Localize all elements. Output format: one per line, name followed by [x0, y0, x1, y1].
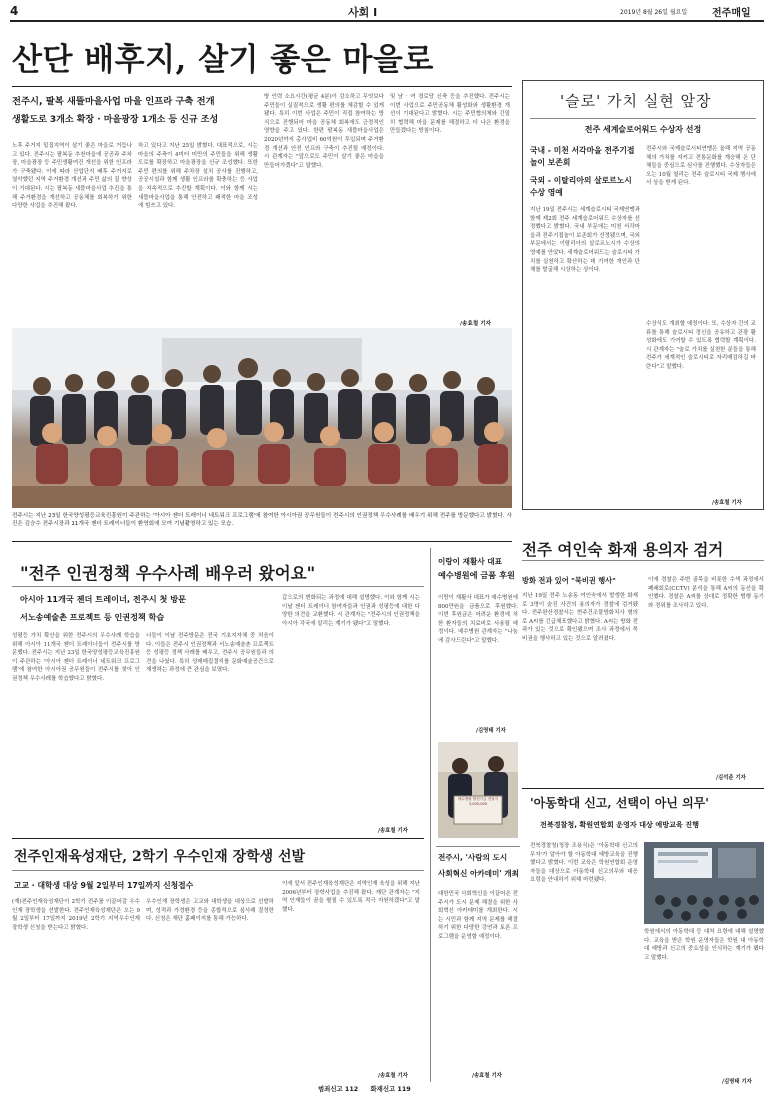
paper-name: 전주매일: [712, 8, 751, 19]
header-rule: [10, 20, 764, 22]
gender-byline: /송효철 기자: [378, 828, 408, 834]
donation-photo: [438, 742, 518, 838]
gender-col-1: 성평등 가치 확산을 위한 전주시의 우수사례 학습을 위해 아시아 11개국 젠더 트레이너들이 전주시를 방문했다. 전주시는 지난 23일 한국양성평등교육진흥원이 주관하는 '아시아 젠더 트레이너 네트워크 프로그램'에 참여한 아시아권 공무원들이 전주시를 찾아 인권정책 우수사례를 학습했다고 밝혔다.: [12, 633, 140, 682]
gender-headline: "전주 인권정책 우수사례 배우러 왔어요": [20, 564, 316, 583]
city-kicker: 전주시, '사람의 도시: [438, 853, 508, 862]
fire-headline: 전주 여인숙 화재 용의자 검거: [522, 540, 724, 559]
slow-award-2-label: 국외: [530, 176, 546, 185]
gender-headline-rule: [12, 586, 424, 587]
city-headline: 사회혁신 아카데미' 개최: [438, 869, 519, 878]
slow-byline: /송효철 기자: [712, 500, 742, 506]
slow-subtitle: 전주 세계슬로어워드 수상자 선정: [584, 125, 702, 134]
scholar-subhead: 고교 · 대학생 대상 9월 2일부터 17일까지 신청접수: [14, 881, 194, 890]
scholar-headline-rule: [12, 870, 424, 871]
donation-kicker: 이랑이 재활사 대표: [438, 557, 502, 566]
section-name: 사회 Ⅰ: [348, 6, 378, 19]
slow-award-1-text: - 미천 서각마을 전주기접놀이 보존회: [530, 146, 635, 167]
fire-col-1: 지난 19일 전주 노송동 여인숙에서 발생한 화재로 3명이 숨진 사건의 용의자가 경찰에 검거됐다. 전주완산경찰서는 현주건조물방화치사 혐의로 A씨를 긴급체포했다고 밝혔다. A씨는 방화 전과가 있는 것으로 확인됐으며 조사 과정에서 묵비권을 행사하고 있는 것으로 알려졌다.: [522, 593, 638, 642]
footer-crime-report: 범죄신고 112: [318, 1085, 359, 1093]
gender-col-2: 너들이 이날 전주방문은 전국 기초지자체 중 처음이다. 이들은 전주시 인권정책과 서노송예술촌 프로젝트 등 성평등 정책 사례를 배우고, 전주시 공무원들과 의견을 나눴다. 특히 성매매집결지를 문화예술공간으로 재생하는 과정에 큰 관심을 보였다.: [146, 633, 274, 674]
issue-date: 2019년 8월 26일 월요일: [620, 9, 688, 16]
slow-col-3: 수상식도 개최할 예정이다. 또, 수상자 간의 교류를 통해 슬로시티 정신을 공유하고 관광 활성화에도 기여할 수 있도록 협력할 계획이다. 시 관계자는 "슬로 가치를 실천한 분들을 통해 전주가 세계적인 슬로시티로 자리매김하길 바란다"고 말했다.: [646, 321, 756, 370]
scholar-headline: 전주인재육성재단, 2학기 우수인재 장학생 선발: [14, 849, 306, 865]
group-photo-people: [12, 328, 512, 508]
main-col-3: 방 인력 소요시간(평균 4분)이 감소하고 무엇보다 주민들이 실질적으로 생활 편의를 체감할 수 있게 됐다. 특히 이번 사업은 주민이 직접 참여하는 방식으로 진행되어 마을 공동체 회복에도 긍정적인 영향을 주고 있다. 한편 팔복동 새뜰마을사업은 2020년까지 총사업비 60억원이 투입되며 주거환경 개선과 안전 인프라 구축이 추진될 예정이다. 시 관계자는 "앞으로도 주민이 살기 좋은 마을을 만들어가겠다"고 말했다.: [264, 94, 384, 169]
main-headline-rule: [12, 86, 512, 87]
page-footer: [318, 1084, 518, 1093]
page-header: [10, 4, 764, 20]
slow-col-2: 전주시와 국제슬로시티연맹은 올해 지역 공동체의 가치를 지키고 전통문화를 계승해 온 단체들을 중심으로 심사를 진행했다. 수상자들은 오는 10월 열리는 전주 슬로시티 국제 행사에서 상을 받게 된다.: [646, 146, 756, 187]
donation-photo-people: [438, 742, 518, 838]
main-col-2: 하고 있다고 지난 25일 밝혔다. 대표적으로, 시는 마을의 주축이 4미터 미만의 주민들을 위해 생활도로를 확장하고 마을광장을 신규 조성했다. 또한 주민 편의를 위해 주차장 설치 공사를 진행하고, 공공시설과 함께 생활 인프라를 확충하는 등 사업을 지속적으로 추진할 계획이다. 이와 함께 시는 새뜰마을사업을 통해 안전하고 쾌적한 마을 조성에 힘쓰고 있다.: [138, 143, 258, 210]
fire-byline: /김석준 기자: [716, 775, 746, 781]
slow-title: '슬로' 가치 실현 앞장: [560, 92, 712, 110]
group-photo: [12, 328, 512, 508]
slow-award-2-text: - 이탈리아의 살로르노시 수상 영예: [530, 176, 632, 197]
column-divider: [430, 548, 431, 1082]
slow-col-1: 지난 19일 전주시는 세계슬로시티 국제연맹과 함께 제2회 전주 세계슬로어워드 수상자를 선정했다고 밝혔다. 국내 부문에는 미천 서각마을과 전주기접놀이 보존회가 선정됐으며, 국외 부문에서는 이탈리아의 살로르노시가 수상의 영예를 안았다. 세계슬로어워드는 슬로시티 가치를 실천하고 확산하는 데 기여한 개인과 단체를 발굴해 시상하는 상이다.: [530, 207, 640, 274]
child-headline: '아동학대 신고, 선택이 아닌 의무': [530, 796, 709, 810]
main-headline: 산단 배후지, 살기 좋은 마을로: [12, 42, 434, 78]
child-top-rule: [522, 788, 764, 789]
donation-photo-sign: 예수병원 발전기금 전달식 3,000,000: [457, 797, 499, 806]
footer-fire-report: 화재신고 119: [370, 1085, 411, 1093]
main-subhead-2: 생활도로 3개소 확장 · 마을광장 1개소 등 신규 조성: [12, 115, 219, 125]
child-subhead: 전북경찰청, 확원연합회 운영자 대상 예방교육 진행: [540, 820, 699, 829]
child-col-right: 학원에서의 아동학대 등 대처 요령에 대해 설명했다. 교육을 받은 학원 운영자들은 학원 내 아동학대 예방과 신고의 중요성을 인식하는 계기가 됐다고 말했다.: [644, 929, 764, 961]
slow-award-2: [530, 175, 640, 199]
scholar-col-2: 우수인재 장학생은 고교와 대학생을 대상으로 선발하며, 성적과 가정환경 등을 종합적으로 심사해 결정한다. 신청은 재단 홈페이지를 통해 가능하다.: [146, 899, 274, 923]
gender-subhead-1: 아시아 11개국 젠더 트레이너, 전주시 첫 방문: [20, 594, 187, 604]
main-col-1: 노후 주거지 밀집지역이 살기 좋은 마을로 거듭나고 있다. 전주시는 팔복동 추천마을에 공공과 주차장, 마을광장 등 주민생활여건 개선을 위한 인프라가 구축됐다. 이에 따라 산업단지 배후 주거지로 열악했던 지역 주거환경 개선과 주민 삶의 질 향상이 기대된다. 시는 팔복동 새뜰마을사업 추진을 통해 주거환경을 개선하고 공동체를 회복하기 위한 다양한 사업을 추진해 왔다.: [12, 143, 132, 210]
page-number: 4: [10, 4, 19, 18]
child-photo-lecture: [644, 842, 764, 924]
slow-award-1: [530, 145, 640, 169]
donation-headline: 예수병원에 금품 후원: [438, 570, 515, 580]
city-byline: /송효철 기자: [472, 1073, 502, 1079]
donation-byline: /김영태 기자: [476, 728, 506, 734]
main-subhead-1: 전주시, 팔복 새뜰마을사업 마을 인프라 구축 전개: [12, 96, 215, 107]
main-col-4: 및 남 · 여 경로당 신축 등을 추진했다. 전주시는 이번 사업으로 주민공동체 활성화와 생활환경 개선이 기대된다고 밝혔다. 시는 주민협의체와 긴밀히 협력해 마을 문제를 해결하고 더 나은 환경을 만들겠다는 방침이다.: [390, 94, 510, 135]
fire-headline-rule: [522, 560, 764, 561]
child-text: 전북경찰청(청장 조용식)은 '아동학대 신고의무자'가 알아야 할 아동학대 예방교육을 진행했다고 밝혔다. 이번 교육은 학원연합회 운영자들을 대상으로 아동학대 신고의무와 대응 요령을 안내하기 위해 마련됐다.: [530, 843, 638, 884]
gender-col-3: 갑으로의 변화되는 과정에 대해 설명했다. 이와 함께 시는 이날 젠더 트레이너 참여자들과 인권과 성평등에 대한 다양한 의견을 교환했다. 시 관계자는 "전주시의 인권정책을 아시아 각국에 알리는 계기가 됐다"고 말했다.: [282, 595, 420, 627]
city-text: 대한민국 사회혁신을 이끌어온 전주시가 도시 문제 해결을 위한 사회혁신 아카데미를 개최한다. 시는 시민과 함께 지역 문제를 해결하기 위한 다양한 강연과 토론 프로그램을 운영할 예정이다.: [438, 891, 518, 940]
child-photo: [644, 842, 764, 924]
slow-title-rule: [530, 118, 756, 119]
scholar-col-3: 이에 앞서 전주인재육성재단은 지역인재 육성을 위해 지난 2006년부터 장학사업을 추진해 왔다. 재단 관계자는 "지역 인재들이 꿈을 펼칠 수 있도록 적극 지원하겠다"고 말했다.: [282, 881, 420, 913]
fire-col-2: 이에 경찰은 주변 골목을 비롯한 수색 과정에서 폐쇄회로(CCTV) 분석을 통해 A씨의 동선을 확인했다. 경찰은 A씨를 상대로 정확한 범행 동기와 경위를 조사하고 있다.: [648, 577, 764, 609]
main-byline: /송효철 기자: [460, 321, 492, 327]
scholar-top-rule: [12, 838, 424, 839]
scholar-col-1: (재)전주인재육성재단이 2학기 전주를 이끌어갈 우수인재 장학생을 선발한다. 전주인재육성재단은 오는 9월 2일부터 17일까지 2019년 2학기 지역우수인재 장학생 신청을 받는다고 밝혔다.: [12, 899, 140, 931]
fire-subhead: 방화 전과 있어 "묵비권 행사": [522, 576, 616, 585]
city-top-rule: [436, 846, 520, 847]
scholar-byline: /송효철 기자: [378, 1073, 408, 1079]
photo-caption: 전주시는 지난 23일 한국양성평등교육진흥원이 주관하는 '아시아 젠더 트레이너 네트워크 프로그램'에 참여한 아시아권 공무원들이 전주시의 인권정책 우수사례를 배우기 위해 전주를 방문했다고 밝혔다. 사진은 김승수 전주시장과 11개국 젠더 트레이너들이 환영회에 모여 기념촬영하고 있는 모습.: [12, 513, 512, 528]
child-byline: /김명태 기자: [722, 1079, 752, 1085]
slow-award-1-label: 국내: [530, 146, 546, 155]
donation-text: 이랑이 재활사 대표가 예수병원에 800만원을 금품으로 후원했다. 이번 후원금은 어려운 환경에 처한 환자들의 치료비로 사용될 예정이다. 예수병원 관계자는 "나눔에 감사드린다"고 말했다.: [438, 595, 518, 644]
gender-subhead-2: 서노송예술촌 프로젝트 등 인권정책 학습: [20, 612, 165, 622]
caption-rule: [12, 541, 512, 542]
